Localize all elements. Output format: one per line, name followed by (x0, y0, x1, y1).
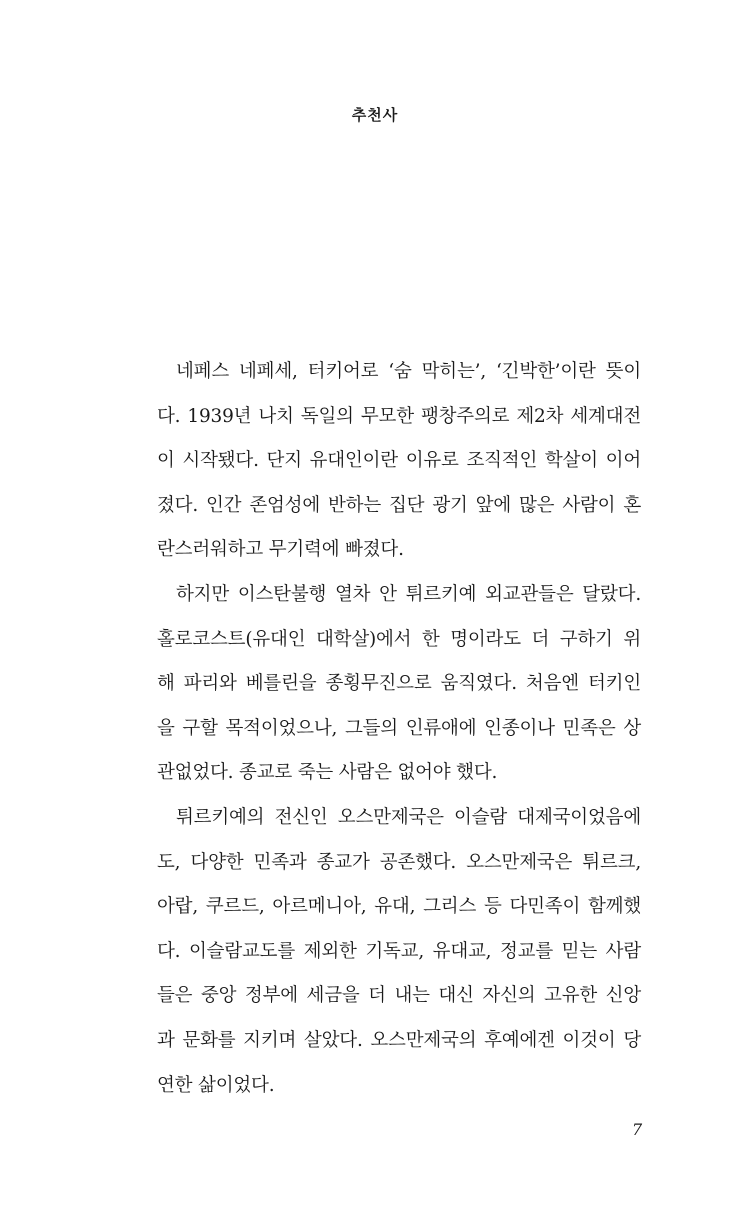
text-line: 들은 중앙 정부에 세금을 더 내는 대신 자신의 고유한 신앙 (157, 985, 641, 1007)
text-line: 다. 1939년 나치 독일의 무모한 팽창주의로 제2차 세계대전 (157, 405, 641, 427)
text-line: 하지만 이스탄불행 열차 안 튀르키예 외교관들은 달랐다. (176, 583, 641, 605)
text-line: 을 구할 목적이었으나, 그들의 인류애에 인종이나 민족은 상 (157, 717, 641, 739)
text-line: 이 시작됐다. 단지 유대인이란 이유로 조직적인 학살이 이어 (157, 450, 641, 472)
text-line: 아랍, 쿠르드, 아르메니아, 유대, 그리스 등 다민족이 함께했 (157, 896, 641, 918)
paragraph (157, 573, 641, 796)
text-line: 졌다. 인간 존엄성에 반하는 집단 광기 앞에 많은 사람이 혼 (157, 494, 641, 516)
text-line: 해 파리와 베를린을 종횡무진으로 움직였다. 처음엔 터키인 (157, 673, 641, 695)
text-line: 관없었다. 종교로 죽는 사람은 없어야 했다. (157, 762, 498, 784)
page-number: 7 (632, 1120, 643, 1139)
text-line: 도, 다양한 민족과 종교가 공존했다. 오스만제국은 튀르크, (157, 851, 641, 873)
text-line: 네페스 네페세, 터키어로 ‘숨 막히는’, ‘긴박한’이란 뜻이 (176, 361, 641, 382)
text-line: 연한 삶이었다. (157, 1074, 275, 1096)
text-line: 튀르키예의 전신인 오스만제국은 이슬람 대제국이었음에 (176, 806, 641, 828)
text-line: 다. 이슬람교도를 제외한 기독교, 유대교, 정교를 믿는 사람 (157, 940, 641, 962)
text-line: 란스러워하고 무기력에 빠졌다. (157, 539, 404, 561)
chapter-title: 추천사 (351, 106, 399, 124)
text-line: 홀로코스트(유대인 대학살)에서 한 명이라도 더 구하기 위 (157, 628, 641, 650)
paragraph (157, 796, 641, 1108)
paragraph (157, 350, 641, 573)
text-line: 과 문화를 지키며 살았다. 오스만제국의 후예에겐 이것이 당 (157, 1029, 641, 1051)
body-text (157, 350, 641, 1108)
